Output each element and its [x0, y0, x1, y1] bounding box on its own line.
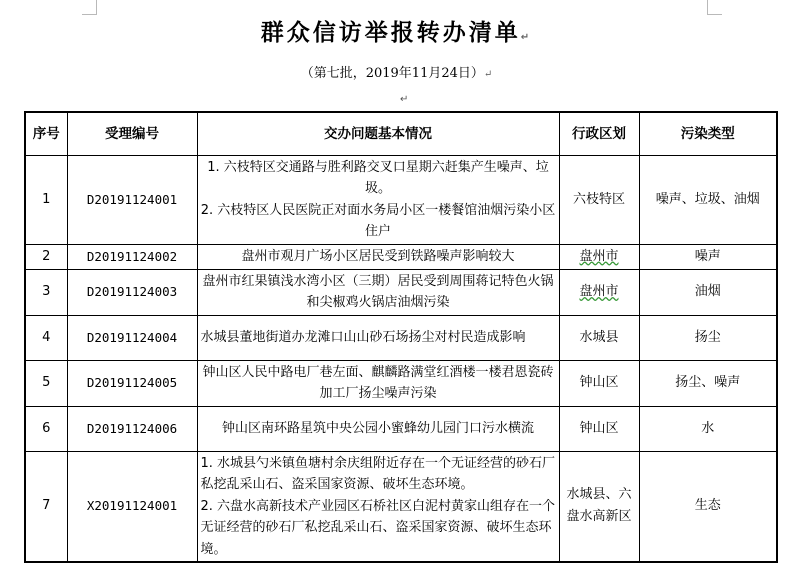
row-desc: [197, 451, 559, 562]
row-type: 扬尘: [639, 315, 777, 360]
row-seq: 3: [25, 269, 67, 315]
header-seq: 序号: [25, 112, 67, 155]
row-code: D20191124003: [67, 269, 197, 315]
row-seq: 6: [25, 406, 67, 451]
page-corner-mark-left: [82, 0, 97, 15]
row-desc-line: 2. 六枝特区人民医院正对面水务局小区一楼餐馆油烟污染小区住户: [200, 202, 556, 239]
row-code: D20191124002: [67, 244, 197, 269]
row-seq: 2: [25, 244, 67, 269]
row-desc-line: 1. 水城县勺米镇鱼塘村余庆组附近存在一个无证经营的砂石厂私挖乱采山石、盗采国家资源、破坏生态环境。: [200, 455, 556, 492]
row-desc-line: 1. 六枝特区交通路与胜利路交叉口星期六赶集产生噪声、垃圾。: [207, 159, 549, 196]
table-row: [25, 406, 777, 451]
row-seq: 1: [25, 155, 67, 244]
table-row: [25, 155, 777, 244]
row-region: 盘州市: [559, 269, 639, 315]
document-title: 群众信访举报转办清单↵: [260, 20, 533, 46]
row-seq: 7: [25, 451, 67, 562]
row-code: D20191124005: [67, 360, 197, 406]
row-desc-line: 2. 六盘水高新技术产业园区石桥社区白泥村黄家山组存在一个无证经营的砂石厂私挖乱采山石、盗采国家资源、破坏生态环境。: [200, 498, 556, 557]
header-type: 污染类型: [639, 112, 777, 155]
row-region: 钟山区: [559, 360, 639, 406]
row-desc: 钟山区南环路星筑中央公园小蜜蜂幼儿园门口污水横流: [197, 406, 559, 451]
row-seq: 5: [25, 360, 67, 406]
row-code: D20191124006: [67, 406, 197, 451]
row-desc: 盘州市红果镇浅水湾小区（三期）居民受到周围蒋记特色火锅和尖椒鸡火锅店油烟污染: [197, 269, 559, 315]
table-row: [25, 451, 777, 562]
row-code: X20191124001: [67, 451, 197, 562]
row-region: 水城县、六盘水高新区: [559, 451, 639, 562]
row-region: 六枝特区: [559, 155, 639, 244]
row-region: 钟山区: [559, 406, 639, 451]
table-row: [25, 269, 777, 315]
header-region: 行政区划: [559, 112, 639, 155]
row-desc: 钟山区人民中路电厂巷左面、麒麟路满堂红酒楼一楼君恩瓷砖加工厂扬尘噪声污染: [197, 360, 559, 406]
document-subtitle: （第七批，2019年11月24日）↵: [300, 66, 493, 81]
row-seq: 4: [25, 315, 67, 360]
table-row: [25, 244, 777, 269]
page-corner-mark-right: [707, 0, 722, 15]
row-type: 油烟: [639, 269, 777, 315]
row-desc: [197, 155, 559, 244]
row-region: 水城县: [559, 315, 639, 360]
table-row: [25, 360, 777, 406]
header-desc: 交办问题基本情况: [197, 112, 559, 155]
table-header-row: [25, 112, 777, 155]
paragraph-mark-icon: ↵: [400, 94, 409, 105]
row-desc: 盘州市观月广场小区居民受到铁路噪声影响较大: [197, 244, 559, 269]
row-desc: 水城县董地街道办龙滩口山山砂石场扬尘对村民造成影响: [197, 315, 559, 360]
table-row: [25, 315, 777, 360]
row-code: D20191124001: [67, 155, 197, 244]
row-type: 生态: [639, 451, 777, 562]
row-type: 噪声、垃圾、油烟: [639, 155, 777, 244]
header-code: 受理编号: [67, 112, 197, 155]
row-type: 水: [639, 406, 777, 451]
row-type: 扬尘、噪声: [639, 360, 777, 406]
row-code: D20191124004: [67, 315, 197, 360]
complaints-table: [24, 111, 778, 563]
row-type: 噪声: [639, 244, 777, 269]
row-region: 盘州市: [559, 244, 639, 269]
